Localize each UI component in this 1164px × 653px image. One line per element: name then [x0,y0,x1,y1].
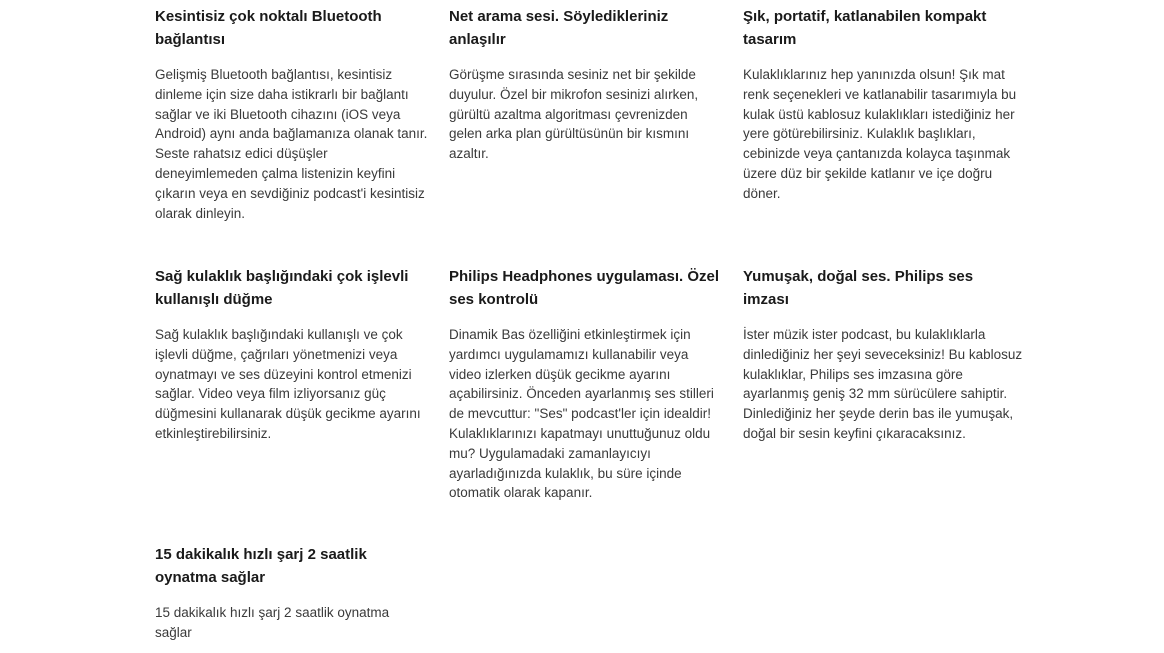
feature-description: Kulaklıklarınız hep yanınızda olsun! Şık mat renk seçenekleri ve katlanabilir tasarımıyla bu kulak üstü kablosuz kulaklıkları istediğiniz her yere götürebilirsiniz. Kulaklık başlıkları, cebinizde veya çantanızda kolayca taşınmak üzere düz bir şekilde katlanır ve içe doğru döner. [743,67,1017,201]
feature-foldable-design [743,5,1023,265]
feature-description: Sağ kulaklık başlığındaki kullanışlı ve çok işlevli düğme, çağrıları yönetmenizi veya oynatmayı ve ses düzeyini kontrol etmenizi sağlar. Video veya film izliyorsanız güç düğmesini kullanarak düşük gecikme ayarını etkinleştirebilirsiniz. [155,327,421,441]
feature-headphones-app [449,265,723,543]
feature-description: İster müzik ister podcast, bu kulaklıklarla dinlediğiniz her şeyi seveceksiniz! Bu kablosuz kulaklıklar, Philips ses imzasına göre ayarlanmış geniş 32 mm sürücülere sahiptir. Dinlediğiniz her şeyde derin bas ile yumuşak, doğal bir sesin keyfini çıkaracaksınız. [743,327,1023,441]
feature-title: Philips Headphones uygulaması. Özel ses kontrolü [449,268,720,308]
feature-title: Yumuşak, doğal ses. Philips ses imzası [743,268,974,308]
feature-title: Şık, portatif, katlanabilen kompakt tasarım [743,8,987,48]
feature-title: Kesintisiz çok noktalı Bluetooth bağlantısı [155,8,382,48]
feature-description: Dinamik Bas özelliğini etkinleştirmek için yardımcı uygulamamızı kullanabilir veya video izlerken düşük gecikme ayarını açabilirsiniz. Önceden ayarlanmış ses stilleri de mevcuttur: "Ses" podcast'ler için idealdir! Kulaklıklarınızı kapatmayı unuttuğunuz oldu mu? Uygulamadaki zamanlayıcıyı ayarladığınızda kulaklık, bu süre içinde otomatik olarak kapanır. [449,327,714,501]
feature-description: Gelişmiş Bluetooth bağlantısı, kesintisiz dinleme için size daha istikrarlı bir bağlantı sağlar ve iki Bluetooth cihazını (iOS veya Android) aynı anda bağlamanıza olanak tanır. Seste rahatsız edici düşüşler deneyimlemeden çalma listenizin keyfini çıkarın veya en sevdiğiniz podcast'i kesintisiz olarak dinleyin. [155,67,428,221]
feature-multifunction-button [155,265,429,543]
feature-title: Net arama sesi. Söyledikleriniz anlaşılır [449,8,669,48]
feature-multipoint-bluetooth [155,5,429,265]
feature-description: Görüşme sırasında sesiniz net bir şekilde duyulur. Özel bir mikrofon sesinizi alırken, gürültü azaltma algoritması çevrenizden gelen arka plan gürültüsünün bir kısmını azaltır. [449,67,699,162]
feature-grid [155,5,1035,653]
feature-fast-charge [155,543,429,653]
feature-sound-signature [743,265,1023,543]
feature-description: 15 dakikalık hızlı şarj 2 saatlik oynatma sağlar [155,605,390,640]
feature-title: 15 dakikalık hızlı şarj 2 saatlik oynatma sağlar [155,546,367,586]
feature-clear-call [449,5,723,265]
feature-title: Sağ kulaklık başlığındaki çok işlevli kullanışlı düğme [155,268,409,308]
